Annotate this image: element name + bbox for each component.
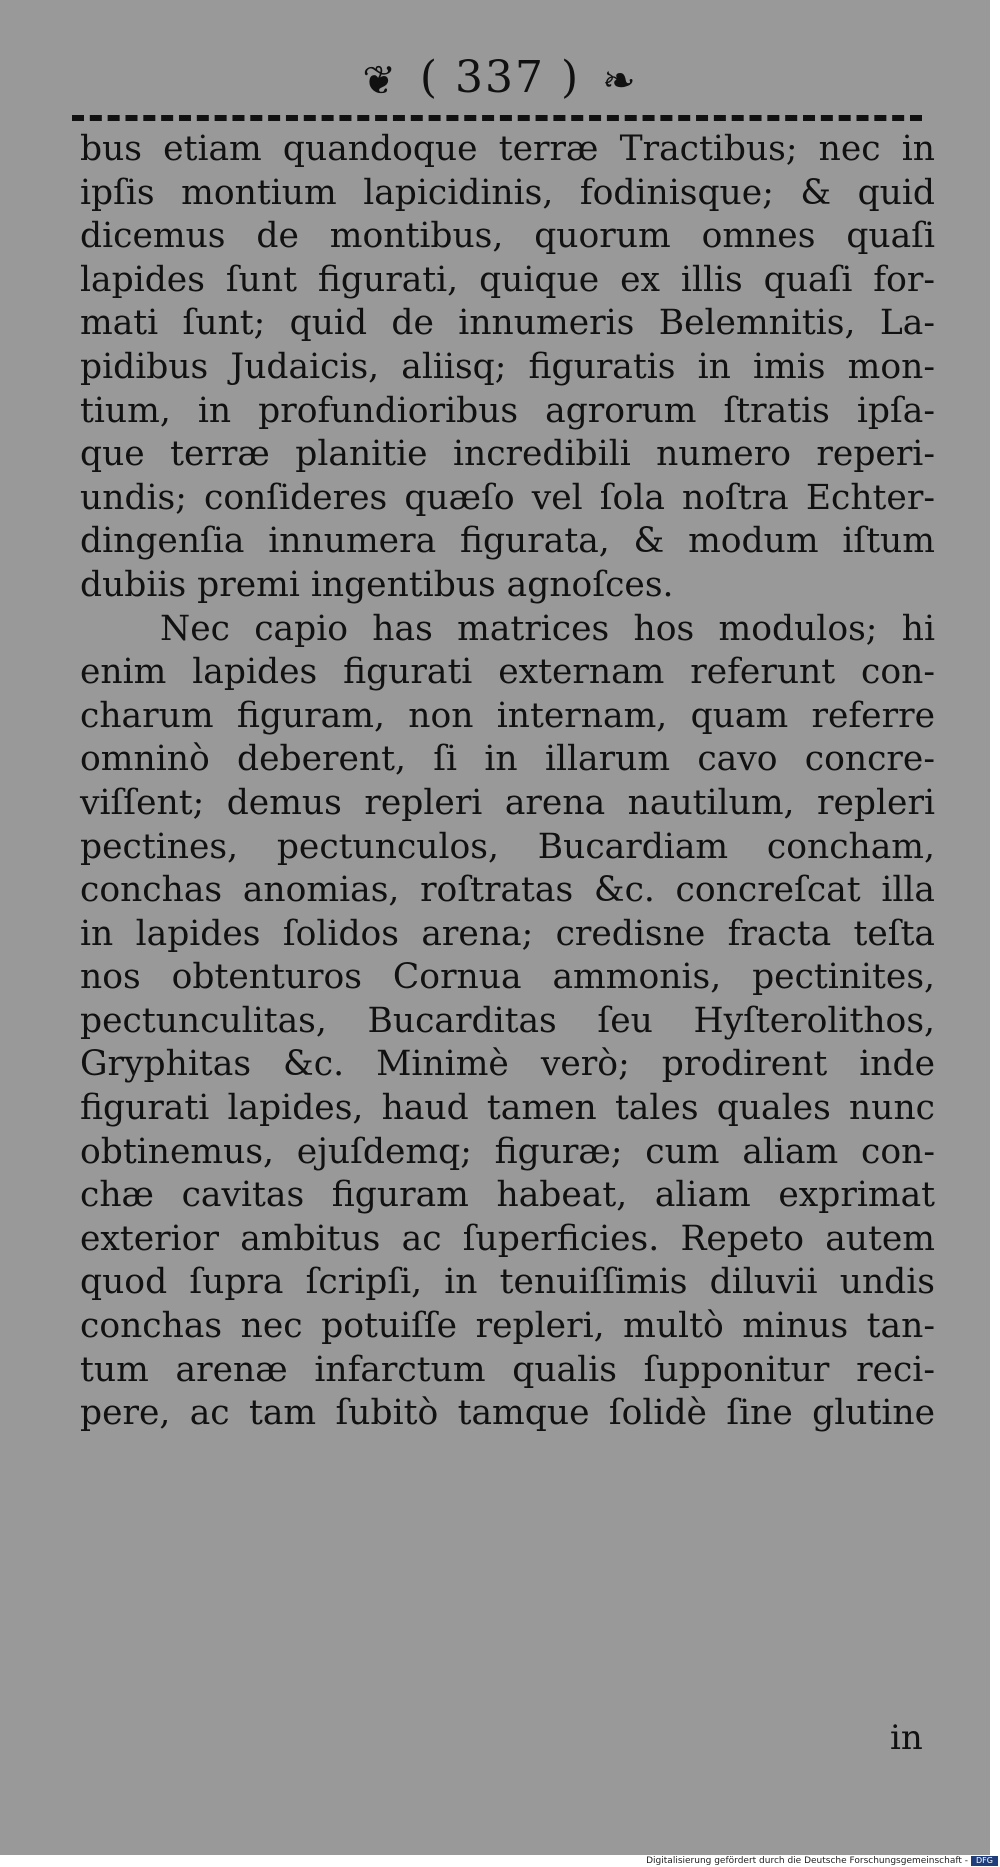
paragraph-1 [80, 128, 935, 608]
text-line: exterior ambitus ac ſuperficies. Repeto autem [80, 1218, 935, 1259]
page-header [0, 52, 1000, 104]
text-line: conchas nec potuiſſe repleri, multò minus tan- [80, 1306, 935, 1347]
footer-credit: Digitalisierung gefördert durch die Deutsche Forschungsgemeinschaft - [646, 1856, 968, 1866]
text-line: lapides ſunt figurati, quique ex illis quaſi for- [80, 259, 935, 300]
footer-bar [0, 1855, 1000, 1867]
text-line: ipſis montium lapicidinis, fodinisque; & quid [80, 172, 935, 213]
text-line: tium, in profundioribus agrorum ſtratis ipſa- [80, 390, 935, 431]
text-line: pidibus Judaicis, aliisq; figuratis in imis mon- [80, 346, 935, 387]
paragraph-2 [80, 608, 935, 1436]
text-line: mati ſunt; quid de innumeris Belemnitis, La- [80, 303, 935, 344]
text-line: Gryphitas &c. Minimè verò; prodirent inde [80, 1044, 935, 1085]
text-line: bus etiam quandoque terræ Tractibus; nec in [80, 129, 935, 169]
text-line: dingenſia innumera figurata, & modum iſtum [80, 521, 935, 562]
catchword: in [890, 1718, 923, 1758]
text-line: viſſent; demus repleri arena nautilum, repleri [80, 782, 935, 823]
text-line: omninò deberent, ſi in illarum cavo concre- [80, 739, 935, 780]
header-rule [72, 115, 922, 121]
text-line: obtinemus, ejuſdemq; figuræ; cum aliam con- [80, 1131, 935, 1172]
text-line: in lapides ſolidos arena; credisne fracta teſta [80, 913, 935, 954]
text-line: pere, ac tam ſubitò tamque ſolidè ſine glutine [80, 1393, 935, 1434]
text-line: enim lapides figurati externam referunt con- [80, 652, 935, 693]
ornament-left-icon: ❦ [362, 57, 398, 104]
page-number: ( 337 ) [419, 52, 581, 103]
scan-edge [990, 0, 1000, 1855]
text-line: dubiis premi ingentibus agnoſces. [80, 564, 674, 605]
text-line: figurati lapides, haud tamen tales quales nunc [80, 1088, 935, 1129]
text-line: undis; conſideres quæſo vel ſola noſtra Echter- [80, 477, 935, 518]
text-line: charum figuram, non internam, quam referre [80, 695, 935, 736]
dfg-logo-icon: DFG [971, 1856, 998, 1866]
text-line: quod ſupra ſcripſi, in tenuiſſimis diluvii undis [80, 1262, 935, 1303]
text-line: conchas anomias, roſtratas &c. concreſcat illa [80, 870, 935, 911]
text-line: Nec capio has matrices hos modulos; hi [160, 608, 935, 649]
text-line: tum arenæ infarctum qualis ſupponitur reci- [80, 1349, 935, 1390]
ornament-right-icon: ❧ [602, 57, 638, 104]
text-line: nos obtenturos Cornua ammonis, pectinites, [80, 957, 935, 998]
text-line: chæ cavitas figuram habeat, aliam exprimat [80, 1175, 935, 1216]
body-text [80, 128, 935, 1436]
text-line: dicemus de montibus, quorum omnes quaſi [80, 216, 935, 257]
text-line: pectunculitas, Bucarditas ſeu Hyſterolithos, [80, 1000, 935, 1041]
text-line: que terræ planitie incredibili numero reperi- [80, 434, 935, 475]
text-line: pectines, pectunculos, Bucardiam concham, [80, 826, 935, 867]
